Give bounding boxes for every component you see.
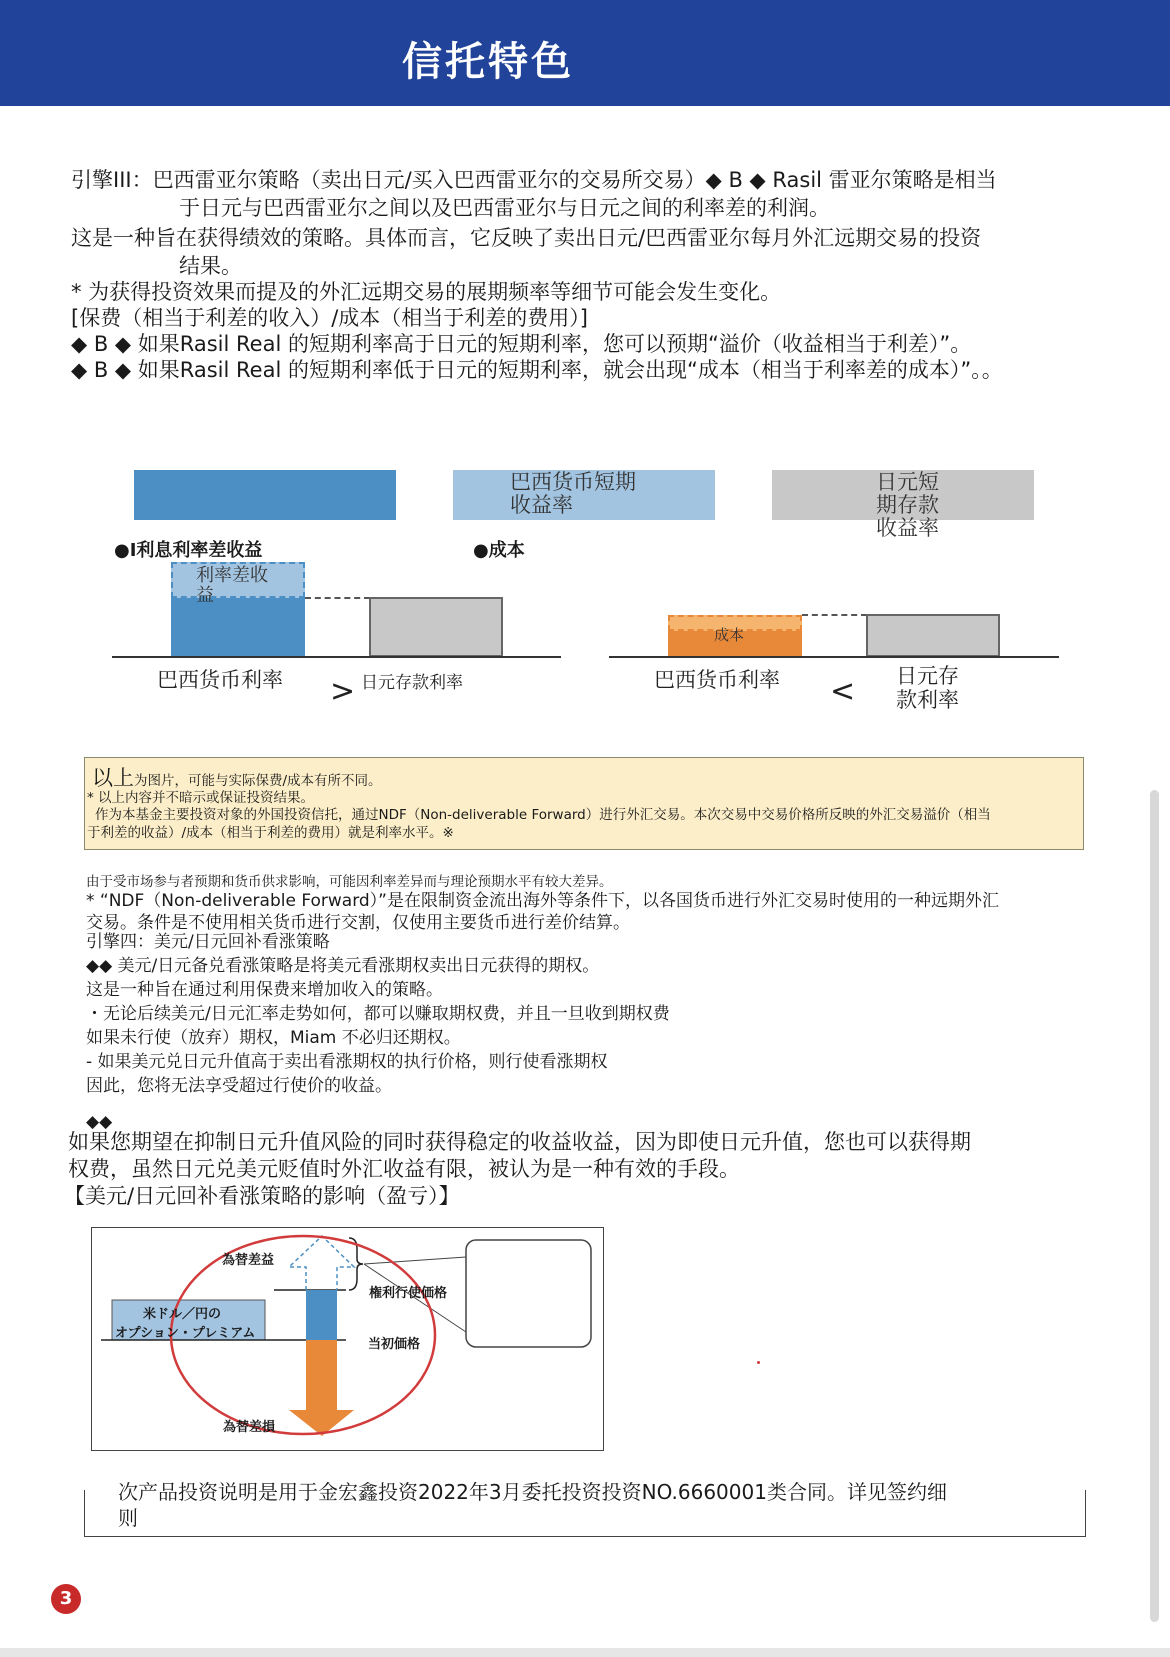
intro-line-8: ◆ B ◆ 如果Rasil Real 的短期利率低于日元的短期利率，就会出现“成本（相当于利率差的成本）”。。 xyxy=(71,358,1003,382)
legend-blue-swatch xyxy=(134,470,396,520)
footer-line-2: 则 xyxy=(118,1506,138,1530)
yen-deposit-bar-right xyxy=(866,614,1000,657)
chart-left-title: ●I利息利率差收益 xyxy=(114,540,263,561)
note-lead-big: 以上 xyxy=(92,766,134,790)
fx-loss-label: 為替差損 xyxy=(223,1420,276,1435)
body3-line-1: 如果您期望在抑制日元升值风险的同时获得稳定的收益收益，因为即使日元升值，您也可以获得期 xyxy=(68,1130,971,1154)
body2-line-6: ・无论后续美元/日元汇率走势如何，都可以赚取期权费，并且一旦收到期权费 xyxy=(86,1004,670,1024)
body3-line-2: 权费，虽然日元兑美元贬值时外汇收益有限，被认为是一种有效的手段。 xyxy=(68,1157,740,1181)
initial-price-label: 当初価格 xyxy=(368,1337,421,1352)
note-lead-rest: 为图片，可能与实际保费/成本有所不同。 xyxy=(134,773,382,789)
note-line-1 xyxy=(92,762,382,792)
body2-line-8: - 如果美元兑日元升值高于卖出看涨期权的执行价格，则行使看涨期权 xyxy=(86,1052,608,1072)
intro-line-7: ◆ B ◆ 如果Rasil Real 的短期利率高于日元的短期利率，您可以预期“溢价（收益相当于利差）”。 xyxy=(71,332,972,356)
footer-line-1: 次产品投资说明是用于金宏鑫投资2022年3月委托投资投资NO.6660001类合同。详见签约细 xyxy=(118,1480,947,1504)
note-line-3: 作为本基金主要投资对象的外国投资信托，通过NDF（Non-deliverable Forward）进行外汇交易。本次交易中交易价格所反映的外汇交易溢价（相当 xyxy=(95,807,991,823)
capped-gain-arrow xyxy=(289,1236,354,1290)
note-line-2: * 以上内容并不暗示或保证投资结果。 xyxy=(87,790,315,806)
chart-left-x-right: 日元存款利率 xyxy=(361,673,463,693)
yen-deposit-bar-left xyxy=(369,597,503,657)
stray-red-dot xyxy=(757,1361,760,1364)
body3-line-3: 【美元/日元回补看涨策略的影响（盈亏）】 xyxy=(64,1184,460,1208)
body3-bullets: ◆◆ xyxy=(86,1112,113,1132)
disclaimer-note-box xyxy=(84,757,1084,850)
legend-yen-label: 日元短 期存款 收益率 xyxy=(876,470,939,540)
callout-bubble xyxy=(466,1240,591,1347)
body2-line-5: 这是一种旨在通过利用保费来增加收入的策略。 xyxy=(86,980,443,1000)
body2-line-2: 交易。条件是不使用相关货币进行交割，仅使用主要货币进行差价结算。 xyxy=(86,913,630,933)
intro-line-2: 于日元与巴西雷亚尔之间以及巴西雷亚尔与日元之间的利率差的利润。 xyxy=(179,196,830,220)
chart-right-x-left: 巴西货币利率 xyxy=(654,668,780,692)
chart-left-x-left: 巴西货币利率 xyxy=(157,668,283,692)
body2-line-3: 引擎四：美元/日元回补看涨策略 xyxy=(86,932,330,952)
intro-line-5: * 为获得投资效果而提及的外汇远期交易的展期频率等细节可能会发生变化。 xyxy=(71,280,782,304)
cost-label: 成本 xyxy=(714,626,745,644)
body2-line-9: 因此，您将无法享受超过行使价的收益。 xyxy=(86,1076,392,1096)
intro-line-3: 这是一种旨在获得绩效的策略。具体而言，它反映了卖出日元/巴西雷亚尔每月外汇远期交易的投资 xyxy=(71,226,982,250)
body2-line-7: 如果未行使（放弃）期权，Miam 不必归还期权。 xyxy=(86,1028,461,1048)
bottom-strip xyxy=(0,1648,1170,1657)
page-number-badge: 3 xyxy=(51,1584,81,1614)
gain-shaft xyxy=(306,1290,337,1340)
brazil-rate-bar xyxy=(171,598,305,657)
header-bar xyxy=(0,0,1170,106)
fx-gain-label: 為替差益 xyxy=(222,1253,275,1268)
loss-arrow xyxy=(289,1340,354,1436)
baseline-right xyxy=(609,656,1059,658)
note-line-4: 于利差的收益）/成本（相当于利差的费用）就是利率水平。※ xyxy=(87,825,454,841)
premium-label-2: オプション・プレミアム xyxy=(115,1326,256,1341)
strike-price-label: 権利行使価格 xyxy=(369,1286,448,1301)
chart-right-title: ●成本 xyxy=(473,540,525,561)
market-note: 由于受市场参与者预期和货币供求影响，可能因利率差异而与理论预期水平有较大差异。 xyxy=(86,874,613,890)
chart-right-x-right: 日元存 款利率 xyxy=(896,664,959,712)
premium-label-1: 米ドル／円の xyxy=(143,1307,222,1322)
intro-line-1: 引擎III：巴西雷亚尔策略（卖出日元/买入巴西雷亚尔的交易所交易）◆ B ◆ Rasil 雷亚尔策略是相当 xyxy=(71,168,997,192)
body2-line-4: ◆◆ 美元/日元备兑看涨策略是将美元看涨期权卖出日元获得的期权。 xyxy=(86,956,600,976)
legend-brazil-label: 巴西货币短期 收益率 xyxy=(510,470,636,517)
callout-pointer-top xyxy=(364,1257,466,1264)
page-title: 信托特色 xyxy=(402,39,574,85)
greater-than-sign: > xyxy=(330,674,356,709)
less-than-sign: < xyxy=(830,674,856,709)
spread-gain-label: 利率差收 益 xyxy=(196,565,268,606)
scrollbar[interactable] xyxy=(1150,790,1159,1622)
intro-line-6: [保费（相当于利差的收入）/成本（相当于利差的费用）] xyxy=(71,306,588,330)
baseline-left xyxy=(112,656,561,658)
body2-line-1: * “NDF（Non-deliverable Forward）”是在限制资金流出海外等条件下，以各国货币进行外汇交易时使用的一种远期外汇 xyxy=(86,891,999,911)
level-guide-line-left xyxy=(305,597,370,599)
level-guide-line-right xyxy=(802,614,867,616)
intro-line-4: 结果。 xyxy=(179,254,242,278)
